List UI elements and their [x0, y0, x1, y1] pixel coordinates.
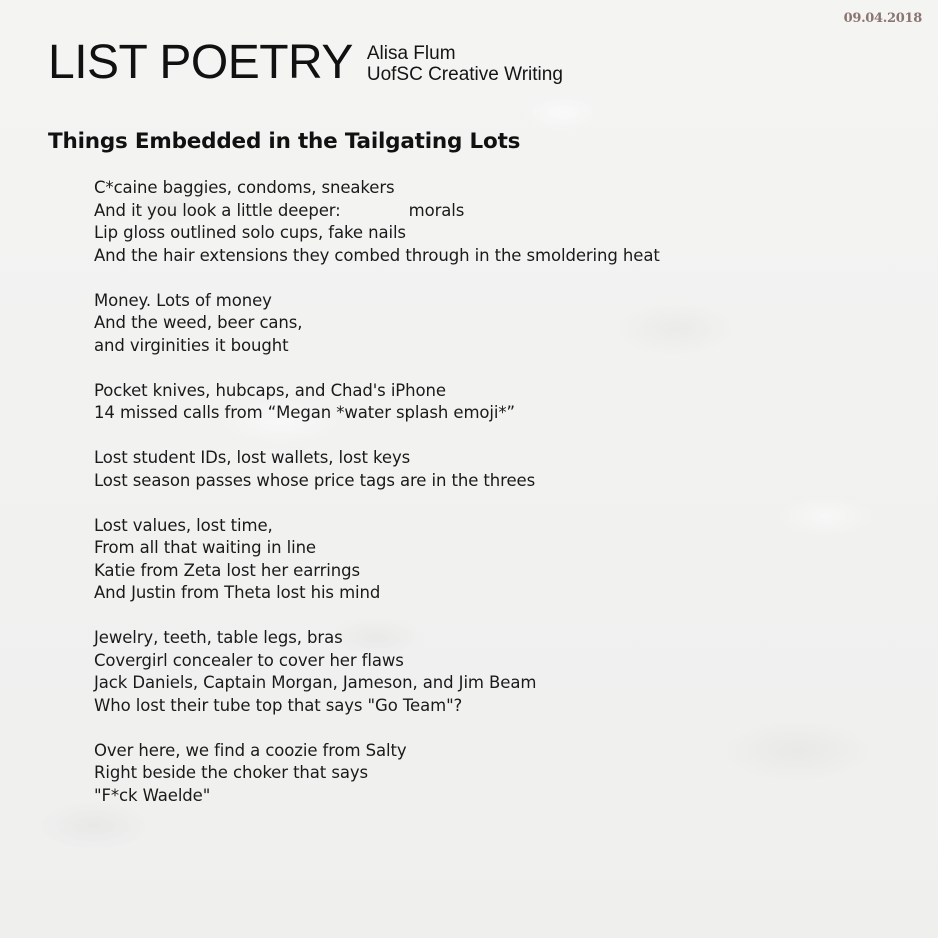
poem-line: Lost student IDs, lost wallets, lost keys	[94, 448, 411, 467]
stanza-7	[94, 740, 660, 808]
poem-title: Things Embedded in the Tailgating Lots	[48, 129, 521, 154]
poem-line: And Justin from Theta lost his mind	[94, 583, 381, 602]
stanza-2	[94, 290, 660, 358]
page-title: LIST POETRY	[48, 36, 353, 89]
poem-body	[94, 177, 660, 830]
stanza-4	[94, 447, 660, 492]
date-stamp: 09.04.2018	[843, 11, 922, 26]
poem-line: and virginities it bought	[94, 335, 289, 355]
poem-line-text: And it you look a little deeper:	[94, 200, 341, 220]
stanza-5	[94, 515, 660, 605]
poem-line: Lost values, lost time,	[94, 515, 273, 535]
poem-line: Who lost their tube top that says "Go Team"?	[94, 695, 463, 715]
stanza-1	[94, 177, 660, 267]
poem-line: And the weed, beer cans,	[94, 313, 303, 332]
poem-line: Covergirl concealer to cover her flaws	[94, 650, 404, 670]
poem-line: Pocket knives, hubcaps, and Chad's iPhone	[94, 380, 446, 400]
poem-line: Lost season passes whose price tags are in the threes	[94, 470, 536, 490]
poem-line	[94, 200, 660, 223]
poem-line: From all that waiting in line	[94, 538, 316, 557]
affiliation: UofSC Creative Writing	[366, 64, 563, 85]
poem-line: C*caine baggies, condoms, sneakers	[94, 178, 395, 197]
poem-line: Over here, we find a coozie from Salty	[94, 740, 407, 760]
byline	[367, 41, 563, 85]
poem-line: Jewelry, teeth, table legs, bras	[94, 628, 343, 647]
author-name: Alisa Flum	[366, 43, 456, 64]
poem-line-tail: morals	[408, 200, 465, 220]
stanza-3	[94, 380, 660, 425]
poem-line: "F*ck Waelde"	[94, 785, 211, 805]
poem-line: 14 missed calls from “Megan *water splash emoji*”	[94, 403, 515, 422]
poem-line: And the hair extensions they combed through in the smoldering heat	[94, 245, 660, 265]
poem-line: Katie from Zeta lost her earrings	[94, 560, 360, 580]
poem-line: Jack Daniels, Captain Morgan, Jameson, and Jim Beam	[94, 673, 537, 692]
poem-line: Lip gloss outlined solo cups, fake nails	[94, 223, 406, 242]
stanza-6	[94, 627, 660, 717]
poem-line: Money. Lots of money	[94, 290, 272, 310]
page-header	[48, 38, 563, 88]
poem-line: Right beside the choker that says	[94, 763, 368, 782]
